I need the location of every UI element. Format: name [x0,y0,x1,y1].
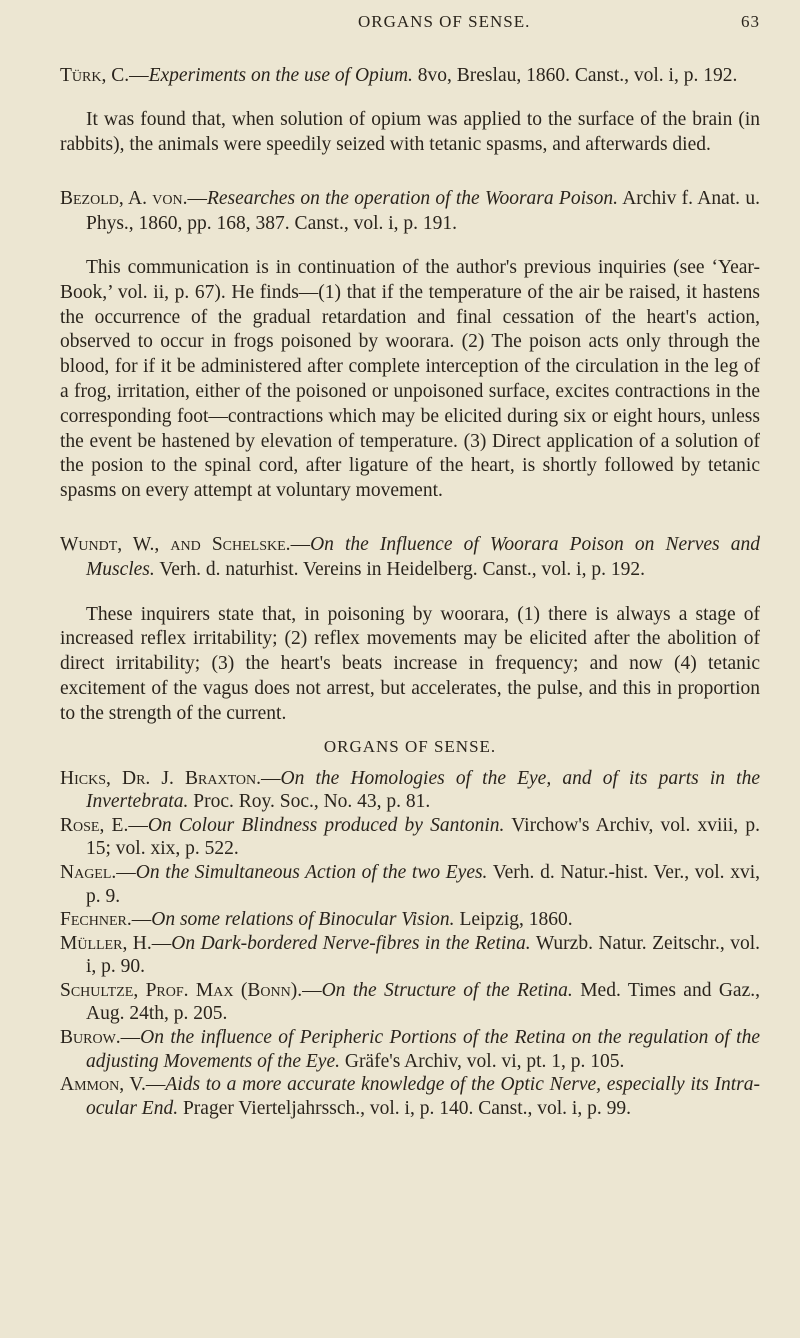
work-title: Aids to a more accurate knowledge of the Optic Nerve, especially its Intra-ocular End. [86,1074,760,1119]
work-title: Researches on the operation of the Woorara Poison. [206,187,618,209]
running-head [60,8,760,34]
author: Burow. [60,1027,121,1049]
author: Fechner. [60,909,132,931]
reference-item: Nagel.—On the Simultaneous Action of the two Eyes. Verh. d. Natur.-hist. Ver., vol. xvi, p. 9. [60,861,760,907]
body-text [60,44,760,1120]
reference-item: Burow.—On the influence of Peripheric Portions of the Retina on the regulation of the adjusting Movements of the Eye. Gräfe's Archiv, vol. vi, pt. 1, p. 105. [60,1027,760,1072]
bibliography-entry [60,64,760,158]
author: Nagel. [60,861,117,883]
author: Rose, E. [60,814,129,836]
work-title: On the influence of Peripheric Portions of the Retina on the regulation of the adjusting Movements of the Eye. [86,1027,760,1072]
reference-item: Müller, H.—On Dark-bordered Nerve-fibres in the Retina. Wurzb. Natur. Zeitschr., vol. i, p. 90. [60,932,760,978]
publication-details: Gräfe's Archiv, vol. vi, pt. 1, p. 105. [344,1050,625,1072]
work-title: Experiments on the use of Opium. [148,64,413,86]
bibliography-entry [60,187,760,504]
bibliography-entry [60,533,760,726]
publication-details: Leipzig, 1860. [459,909,573,931]
abstract: It was found that, when solution of opium was applied to the surface of the brain (in rabbits), the animals were speedily seized with tetanic spasms, and afterwards died. [60,108,760,155]
publication-details: Prager Vierteljahrssch., vol. i, p. 140. Canst., vol. i, p. 99. [182,1097,631,1119]
publication-details: Wurzb. Natur. Zeitschr., vol. i, p. 90. [86,932,760,978]
work-title: On the Homologies of the Eye, and of its parts in the Invertebrata. [86,767,760,813]
author: Türk, C. [60,64,130,86]
publication-details: Med. Times and Gaz., Aug. 24th, p. 205. [86,979,760,1025]
work-title: On Dark-bordered Nerve-fibres in the Retina. [171,932,531,954]
work-title: On Colour Blindness produced by Santonin. [147,814,505,836]
reference-item: Ammon, V.—Aids to a more accurate knowledge of the Optic Nerve, especially its Intra-ocular End. Prager Vierteljahrssch., vol. i, p. 140. Canst., vol. i, p. 99. [60,1074,760,1119]
author: Hicks, Dr. J. Braxton. [60,767,262,789]
abstract: This communication is in continuation of the author's previous inquiries (see ‘Year-Book,’ vol. ii, p. 67). He finds—(1) that if the temperature of the air be raised, it hastens the occurrence of the gradual retardation and final cessation of the heart's action, observed to occur in frogs poisoned by woorara. (2) The poison acts only through the blood, for if it be administered after complete interception of the circulation in the leg of a frog, irritation, either of the poisoned or unpoisoned surface, excites contractions in the corresponding foot—contractions which may be elicited during six or eight hours, unless the event be hastened by elevation of temperature. (3) Direct application of a solution of the posion to the spinal cord, after ligature of the heart, is shortly followed by tetanic spasms on every attempt at voluntary movement. [60,256,760,502]
reference-list [60,767,760,1121]
page-number: 63 [741,12,760,31]
publication-details: Verh. d. Natur.-hist. Ver., vol. xvi, p. 9. [86,861,760,907]
author: Bezold, A. von. [60,187,188,209]
reference-item: Fechner.—On some relations of Binocular Vision. Leipzig, 1860. [60,909,573,931]
work-title: On the Structure of the Retina. [321,979,573,1001]
author: Müller, H. [60,932,152,954]
citation: Wundt, W., and Schelske.—On the Influence of Woorara Poison on Nerves and Muscles. Verh. d. naturhist. Vereins in Heidelberg. Canst., vol. i, p. 192. [60,534,760,581]
section-heading: ORGANS OF SENSE. [323,736,497,756]
publication-details: 8vo, Breslau, 1860. Canst., vol. i, p. 192. [417,64,738,86]
publication-details: Archiv f. Anat. u. Phys., 1860, pp. 168, 387. Canst., vol. i, p. 191. [86,187,760,234]
work-title: On some relations of Binocular Vision. [151,909,455,931]
publication-details: Verh. d. naturhist. Vereins in Heidelberg. Canst., vol. i, p. 192. [159,559,645,581]
abstract: These inquirers state that, in poisoning by woorara, (1) there is always a stage of increased reflex irritability; (2) reflex movements may be elicited after the abolition of direct irritability; (3) the heart's beats increase in frequency; and now (4) tetanic excitement of the vagus does not arrest, but accelerates, the pulse, and this in proportion to the strength of the current. [60,603,760,724]
author: Wundt, W., and Schelske. [60,534,291,556]
citation: Türk, C.—Experiments on the use of Opium. 8vo, Breslau, 1860. Canst., vol. i, p. 192. [60,64,738,86]
reference-item: Schultze, Prof. Max (Bonn).—On the Structure of the Retina. Med. Times and Gaz., Aug. 24th, p. 205. [60,979,760,1025]
citation: Bezold, A. von.—Researches on the operation of the Woorara Poison. Archiv f. Anat. u. Phys., 1860, pp. 168, 387. Canst., vol. i, p. 191. [60,187,760,234]
work-title: On the Influence of Woorara Poison on Nerves and Muscles. [86,534,760,581]
running-title: ORGANS OF SENSE. [358,12,531,31]
reference-item: Hicks, Dr. J. Braxton.—On the Homologies of the Eye, and of its parts in the Invertebrata. Proc. Roy. Soc., No. 43, p. 81. [60,767,760,813]
reference-item: Rose, E.—On Colour Blindness produced by Santonin. Virchow's Archiv, vol. xviii, p. 15; vol. xix, p. 522. [60,814,761,860]
publication-details: Virchow's Archiv, vol. xviii, p. 15; vol. xix, p. 522. [86,814,761,860]
author: Schultze, Prof. Max (Bonn). [60,979,303,1001]
author: Ammon, V. [60,1074,146,1096]
work-title: On the Simultaneous Action of the two Eyes. [135,861,488,883]
publication-details: Proc. Roy. Soc., No. 43, p. 81. [193,791,431,813]
